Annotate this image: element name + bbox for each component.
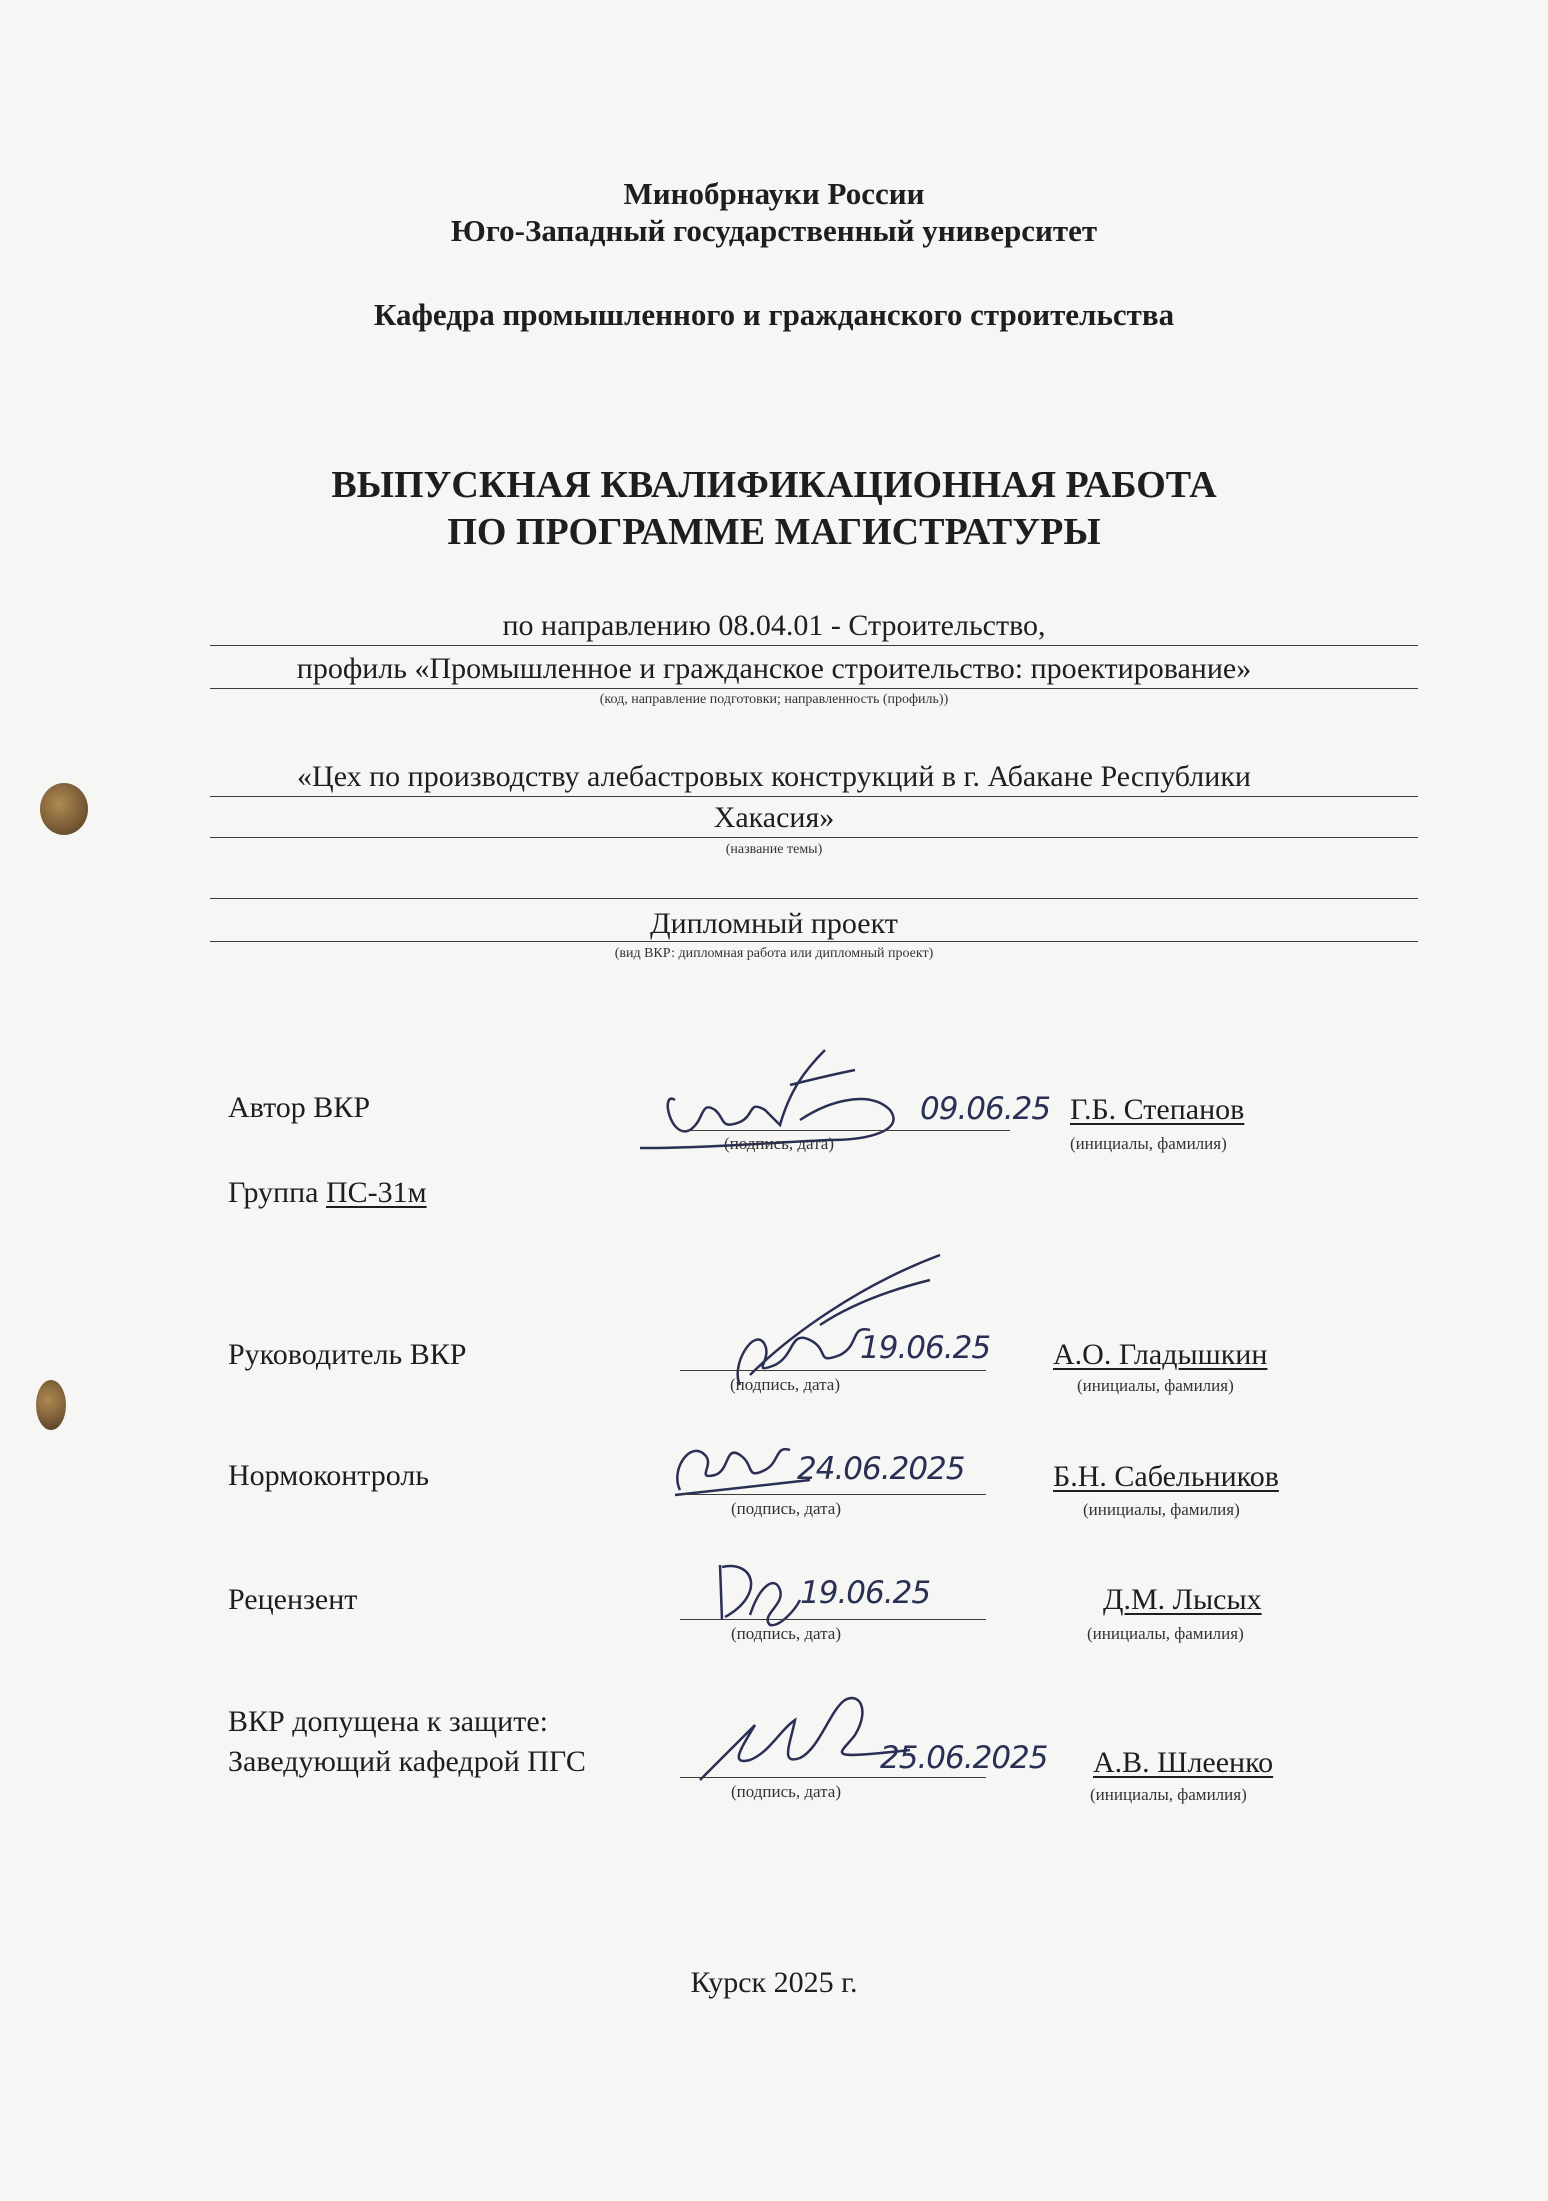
reviewer-name: Д.М. Лысых: [1103, 1583, 1262, 1616]
group-label: Группа: [228, 1176, 319, 1209]
direction-line-1: по направлению 08.04.01 - Строительство,: [502, 609, 1046, 642]
supervisor-signature: [700, 1245, 960, 1395]
author-date: 09.06.25: [920, 1091, 1051, 1127]
admission-name-caption: (инициалы, фамилия): [1090, 1785, 1247, 1804]
direction-caption: (код, направление подготовки; направленность (профиль)): [599, 692, 949, 707]
normcontrol-sig-caption: (подпись, дата): [731, 1499, 842, 1518]
theme-caption: (название темы): [725, 842, 823, 857]
direction-rule-1: [210, 645, 1418, 646]
direction-line-2: профиль «Промышленное и гражданское строительство: проектирование»: [296, 652, 1252, 685]
theme-rule-3: [210, 898, 1418, 899]
theme-rule-2: [210, 837, 1418, 838]
title-line-1: ВЫПУСКНАЯ КВАЛИФИКАЦИОННАЯ РАБОТА: [331, 464, 1217, 506]
author-label: Автор ВКР: [228, 1091, 371, 1124]
admission-sig-caption: (подпись, дата): [731, 1782, 842, 1801]
work-type-rule: [210, 941, 1418, 942]
reviewer-sig-caption: (подпись, дата): [731, 1624, 842, 1643]
city-year: Курск 2025 г.: [690, 1966, 858, 1999]
normcontrol-signature: [660, 1420, 820, 1500]
admission-label-2: Заведующий кафедрой ПГС: [228, 1745, 586, 1778]
normcontrol-signature-line: [680, 1494, 986, 1495]
work-type: Дипломный проект: [650, 907, 898, 940]
supervisor-date: 19.06.25: [860, 1330, 991, 1366]
normcontrol-name-caption: (инициалы, фамилия): [1083, 1500, 1240, 1519]
normcontrol-name: Б.Н. Сабельников: [1053, 1460, 1279, 1493]
reviewer-date: 19.06.25: [800, 1575, 931, 1611]
theme-line-2: Хакасия»: [713, 801, 835, 834]
author-sig-caption: (подпись, дата): [724, 1134, 835, 1153]
supervisor-label: Руководитель ВКР: [228, 1338, 467, 1371]
supervisor-sig-caption: (подпись, дата): [730, 1375, 841, 1394]
reviewer-signature-line: [680, 1619, 986, 1620]
ministry: Минобрнауки России: [623, 176, 925, 211]
reviewer-label: Рецензент: [228, 1583, 358, 1616]
group-value: ПС-31м: [325, 1176, 427, 1209]
admission-signature-line: [680, 1777, 986, 1778]
reviewer-name-caption: (инициалы, фамилия): [1087, 1624, 1244, 1643]
admission-date: 25.06.2025: [880, 1740, 1048, 1776]
title-line-2: ПО ПРОГРАММЕ МАГИСТРАТУРЫ: [447, 511, 1101, 553]
admission-label-1: ВКР допущена к защите:: [228, 1705, 548, 1738]
supervisor-signature-line: [680, 1370, 986, 1371]
punch-hole-bottom: [36, 1380, 66, 1430]
normcontrol-label: Нормоконтроль: [228, 1459, 430, 1492]
department: Кафедра промышленного и гражданского строительства: [373, 297, 1175, 332]
author-name: Г.Б. Степанов: [1070, 1093, 1245, 1126]
work-type-caption: (вид ВКР: дипломная работа или дипломный проект): [614, 946, 934, 961]
theme-line-1: «Цех по производству алебастровых конструкций в г. Абакане Республики: [297, 760, 1251, 793]
normcontrol-date: 24.06.2025: [797, 1451, 965, 1487]
supervisor-name-caption: (инициалы, фамилия): [1077, 1376, 1234, 1395]
direction-rule-2: [210, 688, 1418, 689]
author-name-caption: (инициалы, фамилия): [1070, 1134, 1227, 1153]
admission-name: А.В. Шлеенко: [1093, 1746, 1274, 1779]
author-signature-line: [680, 1130, 1010, 1131]
supervisor-name: А.О. Гладышкин: [1053, 1338, 1268, 1371]
group-row: [228, 1176, 427, 1210]
university: Юго-Западный государственный университет: [450, 213, 1098, 248]
theme-rule-1: [210, 796, 1418, 797]
